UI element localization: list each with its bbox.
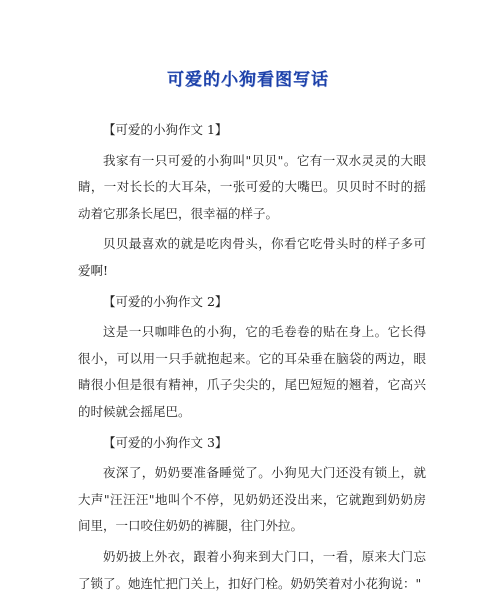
document-body	[78, 117, 426, 601]
paragraph: 我家有一只可爱的小狗叫"贝贝"。它有一双水灵灵的大眼睛，一对长长的大耳朵，一张可爱的大嘴巴。贝贝时不时的摇动着它那条长尾巴，很幸福的样子。	[78, 152, 426, 221]
section-heading: 【可爱的小狗作文 2】	[103, 293, 228, 309]
essay-section-3	[78, 430, 426, 598]
document-title: 可爱的小狗看图写话	[167, 70, 329, 90]
paragraph: 夜深了，奶奶要准备睡觉了。小狗见大门还没有锁上，就大声"汪汪汪"地叫个不停，见奶奶还没出来，它就跑到奶奶房间里，一口咬住奶奶的裤腿，往门外拉。	[78, 465, 426, 534]
paragraph: 奶奶披上外衣，跟着小狗来到大门口，一看，原来大门忘了锁了。她连忙把门关上，扣好门栓。奶奶笑着对小花狗说："	[78, 548, 426, 591]
section-heading: 【可爱的小狗作文 1】	[103, 122, 228, 137]
paragraph: 贝贝最喜欢的就是吃肉骨头，你看它吃骨头时的样子多可爱啊!	[78, 236, 426, 278]
section-heading: 【可爱的小狗作文 3】	[103, 434, 228, 450]
essay-section-2	[78, 289, 426, 426]
essay-section-1	[78, 117, 426, 285]
paragraph: 这是一只咖啡色的小狗，它的毛卷卷的贴在身上。它长得很小，可以用一只手就抱起来。它的耳朵垂在脑袋的两边，眼睛很小但是很有精神，爪子尖尖的，尾巴短短的翘着，它高兴的时候就会摇尾巴。	[78, 324, 426, 419]
